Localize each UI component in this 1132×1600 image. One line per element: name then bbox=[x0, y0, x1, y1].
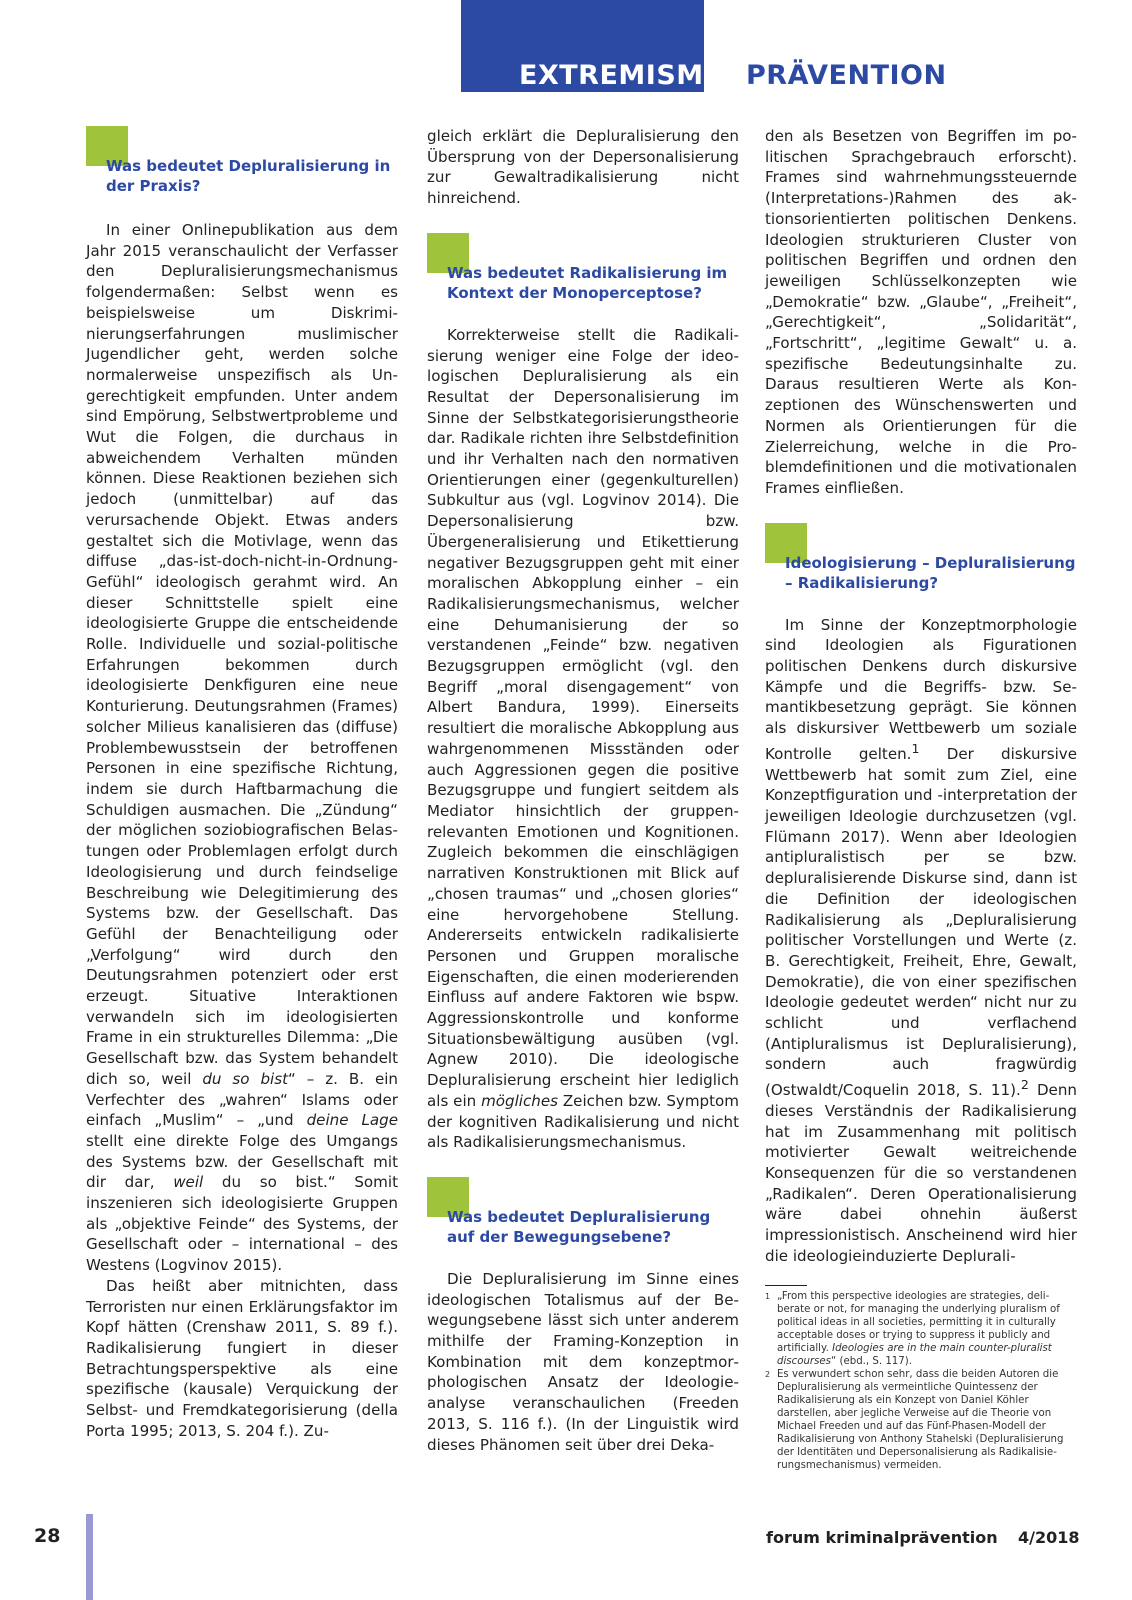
text-run: “ – z. B. ein Verfechter des „wahren“ Islams oder einfach „Muslim“ – „und bbox=[86, 1069, 398, 1130]
text-run: Im Sinne der Konzeptmorphologie sind Ideologien als Figurationen politischen Denkens durch diskursive Kämpfe und die Begriffs- bzw. Semantikbesetzung geprägt. Sie können als diskursiver Wettbewerb um soziale Kontrolle gelten. bbox=[765, 615, 1077, 763]
footnote bbox=[765, 1290, 1077, 1368]
paragraph: Die Depluralisierung im Sinne eines ideologischen Totalismus auf der Bewegungsebene lässt sich unter anderem mithilfe der Framing-Konzeption in Kombination mit dem konzeptmorphologischen Ansatz der Ideologieanalyse veranschaulichen (Freeden 2013, S. 116 f.). (In der Linguistik wird dieses Phänomen seit über drei Deka- bbox=[427, 1269, 739, 1454]
section-title-part1: EXTREMISMUS bbox=[519, 60, 747, 91]
footnote-number: 1 bbox=[765, 1291, 771, 1301]
paragraph bbox=[765, 615, 1077, 1267]
paragraph bbox=[427, 325, 739, 1153]
journal-name: forum kriminalprävention bbox=[766, 1528, 998, 1547]
column-2 bbox=[427, 126, 739, 1455]
footer-accent-bar bbox=[86, 1514, 93, 1600]
footnote-ref: 2 bbox=[1020, 1077, 1029, 1093]
subheading-block bbox=[427, 233, 739, 303]
italic-text: weil bbox=[173, 1173, 204, 1192]
text-run: Denn dieses Verständnis der Radikalisierung hat im Zusammenhang mit politisch motivierter Gewalt weitreichende Konsequenzen für die so verstandenen „Radikalen“. Deren Operationalisierung wäre dabei ohnehin äußerst impressionistisch. Anscheinend wird hier die ideologieinduzierte Deplurali- bbox=[765, 1081, 1077, 1265]
text-run: Zeichen bzw. Symptom der kognitiven Radikalisierung und nicht als Radikalisierungsmechanismus. bbox=[427, 1091, 739, 1152]
italic-text: deine Lage bbox=[306, 1111, 398, 1130]
footnote-number: 2 bbox=[765, 1369, 771, 1379]
italic-text: mögliches bbox=[481, 1091, 558, 1110]
issue-number: 4/2018 bbox=[1018, 1528, 1080, 1547]
text-run: „From this perspective ideologies are strategies, deliberate or not, for managing the underlying pluralism of political ideas in all societies, permitting it in culturally acceptable doses or trying to suppress it publicly and artificially. bbox=[777, 1290, 1060, 1354]
text-run: Es verwundert schon sehr, dass die beiden Autoren die Depluralisierung als vermeintliche Quintessenz der Radikalisierung als ein Konzept von Daniel Köhler darstellen, aber jegliche Verweise auf die Theorie von Michael Freeden und auf das Fünf-Phasen-Modell der Radikalisierung von Anthony Stahelski (Depluralisierung der Identitäten und Depersonalisierung als Radikalisierungsmechanismus) vermeiden. bbox=[777, 1368, 1064, 1471]
text-run: “ (ebd., S. 117). bbox=[830, 1355, 912, 1367]
footnote-ref: 1 bbox=[911, 740, 920, 756]
paragraph: den als Besetzen von Begriffen im politischen Sprachgebrauch erforscht). Frames sind wahrnehmungssteuernde (Interpretations-)Rahmen des aktionsorientierten politischen Denkens. Ideologien strukturieren Cluster von politischen Begriffen und ordnen den jeweiligen Schlüsselkonzepten wie „Demokratie“ bzw. „Glaube“, „Freiheit“, „Gerechtigkeit“, „Solidarität“, „Fortschritt“, „legitime Gewalt“ u. a. spezifische Bedeutungsinhalte zu. Daraus resultieren Werte als Konzeptionen des Wünschenswerten und Normen als Orientierungen für die Zielerreichung, welche in die Problemdefinitionen und die motivationalen Frames einfließen. bbox=[765, 127, 1077, 497]
column-1 bbox=[86, 126, 398, 1441]
page-number: 28 bbox=[34, 1525, 61, 1547]
subheading: Was bedeutet Depluralisierung in der Praxis? bbox=[106, 157, 391, 195]
subheading: Ideologisierung – Depluralisierung – Radikalisierung? bbox=[785, 553, 1076, 592]
footnote-divider bbox=[765, 1285, 807, 1286]
text-run: du so bist.“ Somit inszenieren sich ideologisierte Gruppen als „objektive Feinde“ des Systems, der Gesellschaft oder – international – des Westens (Logvinov 2015). bbox=[86, 1173, 398, 1275]
section-title-part2: PRÄVENTION bbox=[746, 60, 947, 91]
subheading-block bbox=[86, 126, 398, 196]
paragraph: gleich erklärt die Depluralisierung den Übersprung von der Depersonalisierung zur Gewaltradikalisierung nicht hinreichend. bbox=[427, 127, 739, 208]
subheading: Was bedeutet Depluralisierung auf der Bewegungsebene? bbox=[447, 1207, 711, 1246]
italic-text: Ideologies are in the main counter-pluralist discourses bbox=[777, 1342, 1052, 1367]
subheading-block bbox=[427, 1177, 739, 1247]
text-run: Der diskursive Wettbewerb hat somit zum Ziel, eine Konzeptfiguration und -interpretation der jeweiligen Ideologie durchzusetzen (vgl. Flümann 2017). Wenn aber Ideologien antipluralistisch per se bzw. depluralisierende Diskurse sind, dann ist die Definition der ideologischen Radikalisierung als „Depluralisierung politischer Vorstellungen und Werte (z. B. Gerechtigkeit, Freiheit, Ehre, Gewalt, Demokratie), die von einer spezifischen Ideologie gedeutet werden“ nicht nur zu schlicht und verflachend (Antipluralismus ist Depluralisierung), sondern auch fragwürdig (Ostwaldt/Coquelin 2018, S. 11). bbox=[765, 744, 1077, 1100]
text-run: stellt eine direkte Folge des Umgangs des Systems bzw. der Gesellschaft mit dir dar, bbox=[86, 1131, 398, 1192]
subheading: Was bedeutet Radikalisierung im Kontext der Monoperceptose? bbox=[447, 263, 728, 302]
paragraph bbox=[86, 220, 398, 1276]
column-3 bbox=[765, 126, 1077, 1472]
text-run: In einer Onlinepublikation aus dem Jahr 2015 veranschaulicht der Verfasser den Depluralisierungsmechanismus folgendermaßen: Selbst wenn es beispielsweise um Diskriminierungserfahrungen muslimischer Jugendlicher geht, werden solche normalerweise unspezifisch als Ungerechtigkeit empfunden. Unter andem sind Empörung, Selbstwertprobleme und Wut die Folgen, die durchaus in abweichendem Verhalten münden können. Diese Reaktionen beziehen sich jedoch (unmittelbar) auf das verursachende Objekt. Etwas anders gestaltet sich die Motivlage, wenn das diffuse „das-ist-doch-nicht-in-Ordnung-Gefühl“ ideologisch gerahmt wird. An dieser Schnittstelle spielt eine ideologisierte Gruppe die entscheidende Rolle. Individuelle und sozial-politische Erfahrungen bekommen durch ideologisierte Denkfiguren eine neue Konturierung. Deutungsrahmen (Frames) solcher Milieus kanalisieren das (diffuse) Problembewusstsein der betroffenen Personen in eine spezifische Richtung, indem sie durch Haftbarmachung die Schuldigen ausmachen. Die „Zündung“ der möglichen soziobiografischen Belastungen oder Problemlagen erfolgt durch Ideologisierung und durch feindselige Beschreibung wie Delegitimierung des Systems bzw. der Gesellschaft. Das Gefühl der Benachteiligung oder „Verfolgung“ wird durch den Deutungsrahmen potenziert oder erst erzeugt. Situative Interaktionen verwandeln sich im ideologisierten Frame in ein strukturelles Dilemma: „Die Gesellschaft bzw. das System behandelt dich so, weil bbox=[86, 221, 398, 1088]
section-title bbox=[519, 62, 947, 89]
paragraph: Das heißt aber mitnichten, dass Terroristen nur einen Erklärungsfaktor im Kopf hätten (Crenshaw 2011, S. 89 f.). Radikalisierung fungiert in dieser Betrachtungsperspektive als eine spezifische (kausale) Verquickung der Selbst- und Fremdkategorisierung (della Porta 1995; 2013, S. 204 f.). Zu- bbox=[86, 1276, 398, 1440]
italic-text: du so bist bbox=[202, 1069, 288, 1088]
subheading-block bbox=[765, 523, 1077, 593]
text-run: Korrekterweise stellt die Radikalisierung weniger eine Folge der ideologischen Depluralisierung als ein Resultat der Depersonalisierung im Sinne der Selbstkategorisierungstheorie dar. Radikale richten ihre Selbstdefinition und ihr Verhalten nach den normativen Orientierungen einer (gegenkulturellen) Subkultur aus (vgl. Logvinov 2014). Die Depersonalisierung bzw. Übergeneralisierung und Etikettierung negativer Bezugsgruppen geht mit einer moralischen Abkopplung einher – ein Radikalisierungsmechanismus, welcher eine Dehumanisierung der so verstandenen „Feinde“ bzw. negativen Bezugsgruppen ermöglicht (vgl. den Begriff „moral disengagement“ von Albert Bandura, 1999). Einerseits resultiert die moralische Abkopplung aus wahrgenommenen Missständen oder auch Aggressionen gegen die positive Bezugsgruppe und fungiert seitdem als Mediator hinsichtlich der gruppenrelevanten Emotionen und Kognitionen. Zugleich bekommen die einschlägigen narrativen Konstruktionen mit Blick auf „chosen traumas“ und „chosen glories“ eine hervorgehobene Stellung. Andererseits entwickeln radikalisierte Personen und Gruppen moralische Eigenschaften, die einen moderierenden Einfluss auf andere Faktoren wie bspw. Aggressionskontrolle und konforme Situationsbewältigung ausüben (vgl. Agnew 2010). Die ideologische Depluralisierung erscheint hier lediglich als ein bbox=[427, 325, 739, 1110]
footnote bbox=[765, 1368, 1077, 1472]
